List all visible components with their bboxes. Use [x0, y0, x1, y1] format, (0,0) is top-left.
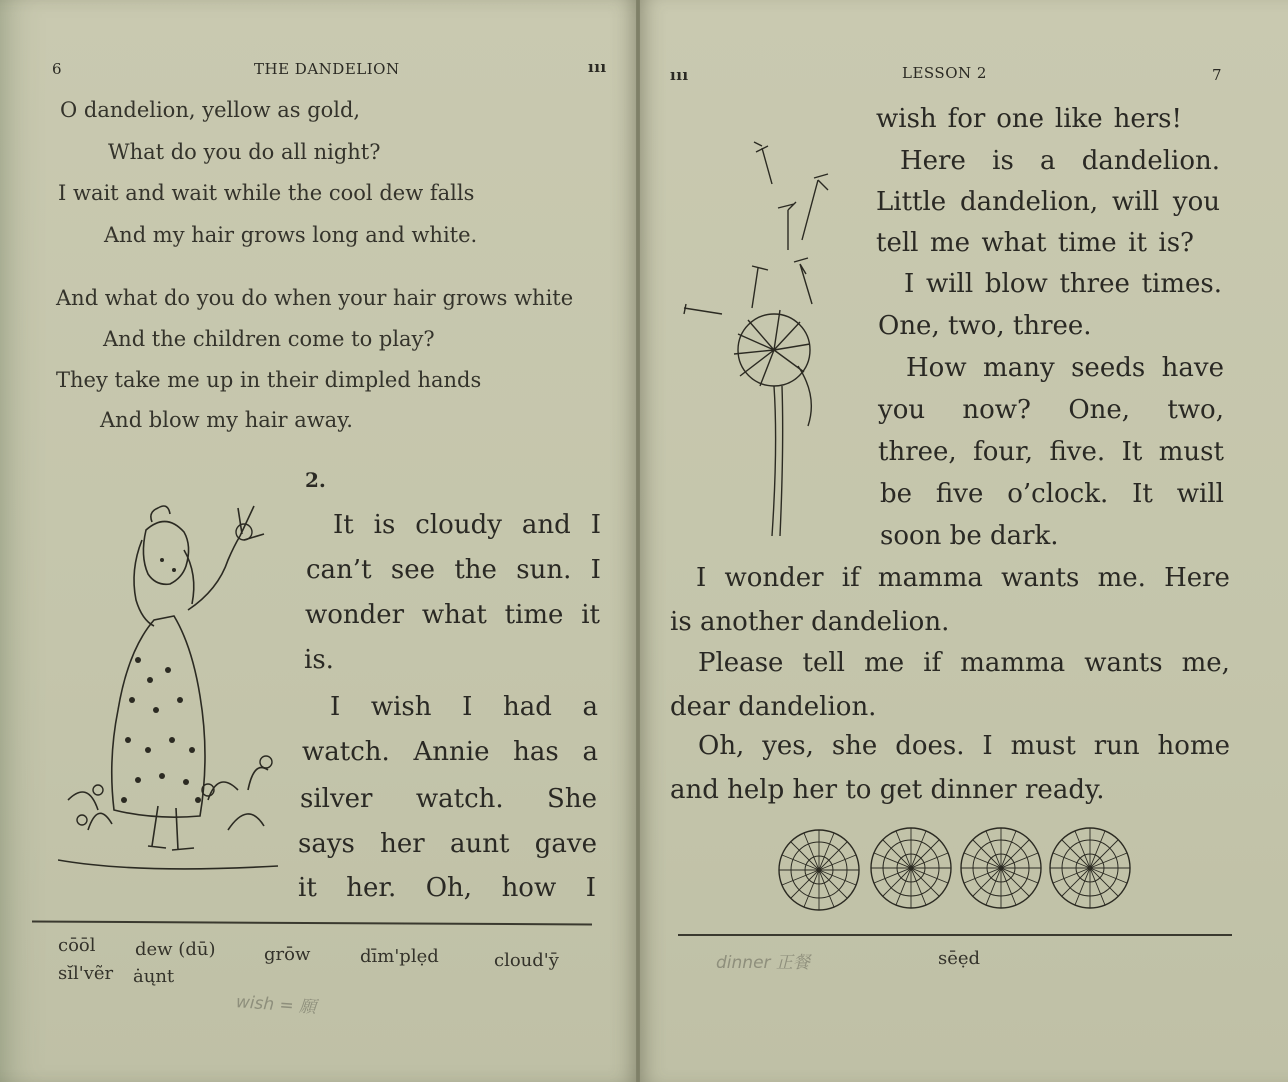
word: Little [876, 187, 947, 217]
text-line [698, 648, 1230, 678]
word: me [864, 648, 905, 678]
word: many [983, 353, 1055, 383]
word: has [513, 737, 559, 767]
word: must [1010, 731, 1076, 761]
word: is? [1158, 228, 1194, 258]
girl-blowing-dandelion-illustration [58, 500, 288, 880]
word: and [521, 510, 571, 540]
word: ready. [1025, 775, 1105, 805]
text-line [670, 607, 949, 637]
word: dandelion. [811, 607, 950, 637]
prose-line [306, 555, 601, 585]
word: had [502, 692, 552, 722]
word: gave [534, 829, 597, 859]
poem-line: What do you do all night? [108, 140, 381, 164]
word: I [330, 692, 341, 722]
word: I [590, 555, 601, 585]
word: and [670, 775, 719, 805]
vocab-word: cōōl [58, 935, 96, 956]
word: dandelion. [738, 692, 877, 722]
word: I [904, 269, 915, 299]
word: five [935, 479, 984, 509]
left-page [0, 0, 636, 1082]
prose-line [330, 692, 598, 722]
word: it [581, 600, 600, 630]
word: her [792, 775, 838, 805]
word: three [1059, 269, 1130, 299]
word: mamma [877, 563, 983, 593]
word: She [547, 784, 597, 814]
word: soon [880, 521, 942, 551]
word: It [333, 510, 354, 540]
word: blow [984, 269, 1048, 299]
text-line [904, 269, 1222, 299]
word: says [298, 829, 355, 859]
word: I [462, 692, 473, 722]
prose-line [333, 510, 601, 540]
vocab-word: dīm'plẹd [360, 946, 439, 967]
word: me [929, 228, 970, 258]
word: me. [1097, 563, 1146, 593]
word: one [996, 104, 1044, 134]
word: you [878, 395, 926, 425]
word: dandelion. [1081, 146, 1220, 176]
word: how [501, 873, 557, 903]
word: time [504, 600, 564, 630]
word: now? [962, 395, 1031, 425]
dandelion-flowers-ornament [774, 822, 1134, 918]
word: help [727, 775, 785, 805]
word: another [699, 607, 803, 637]
vocab-word: cloud'ȳ [494, 950, 559, 971]
word: Here [1164, 563, 1230, 593]
word: can’t [306, 555, 372, 585]
word: is [373, 510, 396, 540]
poem-line: And the children come to play? [103, 327, 435, 351]
word: Please [698, 648, 784, 678]
text-line [906, 353, 1224, 383]
poem-line: And what do you do when your hair grows white [56, 286, 574, 310]
word: wonder [724, 563, 824, 593]
word: three, [878, 437, 957, 467]
word: three. [1012, 311, 1092, 341]
word: times. [1141, 269, 1222, 299]
word: if [923, 648, 942, 678]
word: it [1128, 228, 1147, 258]
word: sun. [516, 555, 572, 585]
word: a [582, 692, 598, 722]
word: four, [973, 437, 1033, 467]
word: like [1054, 104, 1103, 134]
prose-line [304, 645, 334, 675]
word: have [1161, 353, 1224, 383]
word: to [845, 775, 872, 805]
word: what [981, 228, 1047, 258]
word: must [1158, 437, 1224, 467]
word: be [880, 479, 913, 509]
footer-rule [32, 921, 592, 926]
prose-line [298, 829, 597, 859]
word: seeds [1071, 353, 1146, 383]
word: Here [900, 146, 966, 176]
word: yes, [762, 731, 814, 761]
word: does. [895, 731, 965, 761]
poem-line: O dandelion, yellow as gold, [60, 98, 361, 122]
vocab-word: ȧųnt [133, 966, 175, 987]
word: cloudy [415, 510, 502, 540]
word: wish [370, 692, 432, 722]
word: tell [876, 228, 919, 258]
signature-mark: ııı [588, 58, 607, 76]
word: I [982, 731, 993, 761]
word: time [1057, 228, 1117, 258]
text-line [880, 479, 1224, 509]
poem-line: And blow my hair away. [100, 408, 353, 432]
word: a [1040, 146, 1056, 176]
section-number: 2. [305, 468, 326, 492]
prose-line [298, 873, 596, 903]
word: a [582, 737, 598, 767]
word: dinner [930, 775, 1017, 805]
word: It [1132, 479, 1153, 509]
word: be [949, 521, 982, 551]
prose-line [300, 784, 597, 814]
text-line [878, 437, 1224, 467]
word: home [1157, 731, 1230, 761]
text-line [698, 731, 1230, 761]
word: mamma [960, 648, 1066, 678]
running-title: THE DANDELION [254, 60, 400, 78]
word: Oh, [425, 873, 473, 903]
vocab-word: grōw [264, 944, 311, 965]
word: is [992, 146, 1014, 176]
signature-mark: ııı [670, 66, 689, 84]
prose-line [305, 600, 600, 630]
pencil-annotation: wish = 願 [235, 992, 317, 1018]
word: Oh, [698, 731, 745, 761]
text-line [880, 521, 1059, 551]
word: see [390, 555, 435, 585]
right-page [640, 0, 1288, 1082]
word: will [1176, 479, 1224, 509]
word: her. [346, 873, 397, 903]
word: for [947, 104, 986, 134]
word: dark. [989, 521, 1059, 551]
page-number: 6 [52, 60, 63, 78]
word: what [421, 600, 487, 630]
word: me, [1181, 648, 1230, 678]
word: is [670, 607, 692, 637]
poem-line: They take me up in their dimpled hands [56, 368, 482, 392]
word: get [879, 775, 923, 805]
word: watch. [302, 737, 390, 767]
word: I [585, 873, 596, 903]
word: One, [878, 311, 940, 341]
word: is. [304, 645, 334, 675]
word: the [454, 555, 497, 585]
word: How [906, 353, 967, 383]
word: will [1111, 187, 1160, 217]
text-line [878, 311, 1092, 341]
word: five. [1049, 437, 1106, 467]
word: I [696, 563, 707, 593]
text-line [876, 104, 1182, 134]
word: two, [947, 311, 1005, 341]
vocab-word: sēẹd [938, 948, 981, 969]
word: watch. [415, 784, 504, 814]
word: run [1093, 731, 1140, 761]
word: her [380, 829, 425, 859]
pencil-annotation: dinner 正餐 [716, 953, 810, 973]
word: wants [1001, 563, 1080, 593]
text-line [878, 395, 1224, 425]
word: it [298, 873, 317, 903]
word: wonder [305, 600, 405, 630]
word: dear [670, 692, 730, 722]
poem-line: I wait and wait while the cool dew falls [58, 181, 475, 205]
text-line [876, 187, 1220, 217]
word: wants [1084, 648, 1163, 678]
word: hers! [1113, 104, 1182, 134]
dandelion-seed-head-illustration [678, 140, 858, 540]
word: aunt [450, 829, 510, 859]
word: will [925, 269, 974, 299]
running-title: LESSON 2 [902, 64, 987, 82]
footer-rule [678, 934, 1232, 936]
text-line [696, 563, 1230, 593]
vocab-word: dew (dū) [135, 939, 216, 960]
word: silver [300, 784, 373, 814]
word: you [1172, 187, 1220, 217]
word: It [1121, 437, 1143, 467]
text-line [876, 228, 1194, 258]
prose-line [302, 737, 598, 767]
text-line [670, 692, 876, 722]
vocab-word: sĭl'vẽr [58, 963, 114, 984]
page-number: 7 [1212, 66, 1223, 84]
word: o’clock. [1007, 479, 1109, 509]
word: I [590, 510, 601, 540]
word: tell [802, 648, 845, 678]
word: she [831, 731, 878, 761]
text-line [670, 775, 1104, 805]
word: Annie [413, 737, 490, 767]
text-line [900, 146, 1220, 176]
word: One, [1068, 395, 1131, 425]
word: if [841, 563, 860, 593]
poem-line: And my hair grows long and white. [104, 223, 478, 247]
word: two, [1167, 395, 1224, 425]
word: wish [876, 104, 937, 134]
word: dandelion, [959, 187, 1099, 217]
